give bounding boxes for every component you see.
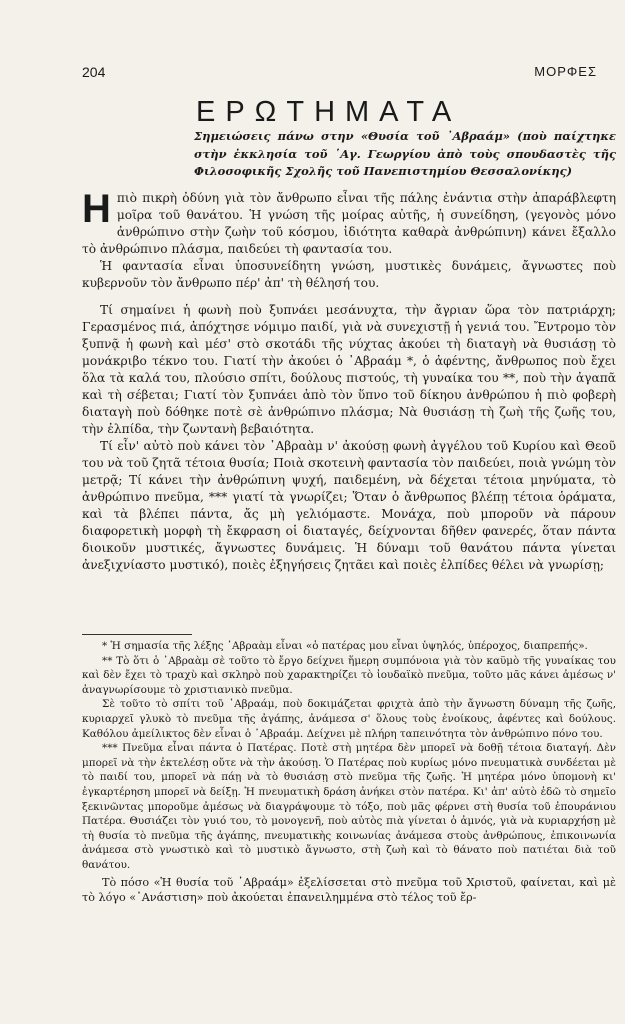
running-head: ΜΟΡΦΕΣ [534,64,597,79]
footnote: Σὲ τοῦτο τὸ σπίτι τοῦ ᾿Αβραάμ, ποὺ δοκιμάζεται φριχτὰ ἀπὸ τὴν ἄγνωστη δύναμη τῆς ζωῆς, κυριαρχεῖ γλυκὸ τὸ πνεῦμα τῆς ἀγάπης, ἀνάμεσα σ' ὅλους τοὺς ἐνοίκους, ἀφέντες καὶ δούλους. Καθόλου ἀμείλικτος δὲν εἶναι ὁ ᾿Αβραάμ. Δείχνει μὲ πλήρη ταπεινότητα τὸν ἀνθρώπινο πόνο του. [82,698,616,740]
page-header [82,64,597,84]
article-paragraph [82,187,616,258]
footnote: ** Τὸ ὅτι ὁ ᾿Αβραὰμ σὲ τοῦτο τὸ ἔργο δείχνει ἥμερη συμπόνοια γιὰ τὸν καϋμὸ τῆς γυναίκας του καὶ δὲν ἔχει τὸ τραχὺ καὶ σκληρὸ ποὺ χαρακτηρίζει τὸ ἰουδαϊκὸ πνεῦμα, τοῦτο μᾶς κάνει ἀμέσως ν' ἀναγνωρίσουμε τὸ χριστιανικὸ πνεῦμα. [82,654,616,696]
footnote-divider [82,634,192,635]
article-body [82,187,616,574]
footnotes [82,639,616,906]
drop-cap: Η [82,187,111,231]
closing-paragraph: Τὸ πόσο «Ἡ θυσία τοῦ ᾿Αβραάμ» ἐξελίσσεται στὸ πνεῦμα τοῦ Χριστοῦ, φαίνεται, καὶ μὲ τὸ λόγο «᾿Ανάστιση» ποὺ ἀκούεται ἐπανειλημμένα στὸ τέλος τοῦ ἔρ- [82,875,616,904]
article-title: ΕΡΩΤΗΜΑΤΑ [196,96,462,128]
article-subtitle: Σημειώσεις πάνω στην «Θυσία τοῦ ᾿Αβραάμ» (ποὺ παίχτηκε στὴν ἐκκλησία τοῦ ῾Αγ. Γεωργίου ἀπὸ τοὺς σπουδαστὲς τῆς Φιλοσοφικῆς Σχολῆς τοῦ Πανεπιστημίου Θεσσαλονίκης) [194,129,616,178]
article-paragraph: Τί σημαίνει ἡ φωνὴ ποὺ ξυπνάει μεσάνυχτα, τὴν ἄγριαν ὥρα τὸν πατριάρχη; Γερασμένος πιά, ἀπόχτησε νόμιμο παιδί, γιὰ νὰ συνεχιστῇ ἡ γενιά του. Ἔντρομο τὸν ξυπνᾷ ἡ φωνὴ καὶ μέσ' στὸ σκοτάδι τῆς νύχτας ἀκούει τὴ διαταγὴ νὰ θυσιάσῃ τὸ μονάκριβο τέκνο του. Γιατί τὴν ἀκούει ὁ ᾿Αβραάμ *, ὁ ἀφέντης, ἄνθρωπος ποὺ ἔχει ὅλα τὰ καλά του, πλούσιο σπίτι, δούλους πιστούς, τὴ γυναίκα του **, ποὺ τὴν ἀγαπᾶ καὶ τὴ σέβεται; Γιατί τὸν ξυπνάει ἀπὸ τὸν ὕπνο τοῦ δίκηου ἀνθρώπου ἡ πιὸ φοβερὴ διαταγὴ ποὺ δόθηκε ποτὲ σὲ ἀνθρώπινο πλάσμα; Νὰ θυσιάσῃ τὴ ζωὴ τῆς ζωῆς του, τὴν ἐλπίδα, τὴν ζωντανὴ βεβαιότητα. [82,303,616,436]
footnote: * Ἡ σημασία τῆς λέξης ᾿Αβραὰμ εἶναι «ὁ πατέρας μου εἶναι ὑψηλός, ὑπέροχος, διαπρεπής». [102,640,588,652]
page-number: 204 [82,64,106,80]
article-paragraph: Τί εἶν' αὐτὸ ποὺ κάνει τὸν ᾿Αβραὰμ ν' ἀκούσῃ φωνὴ ἀγγέλου τοῦ Κυρίου καὶ Θεοῦ του νὰ τοῦ ζητᾶ τέτοια θυσία; Ποιὰ σκοτεινὴ φαντασία τὸν παιδεύει, ποιὰ γνώμη τὸν μετρᾷ; Τί κάνει τὴν ἀνθρώπινη ψυχή, παιδεμένη, νὰ δέχεται τέτοια μηνύματα, τὸ ἀνθρώπινο πνεῦμα, *** γιατί τὰ γνωρίζει; Ὅταν ὁ ἄνθρωπος βλέπῃ τέτοια ὁράματα, καὶ τὰ βλέπει πάντα, ἄς μὴ γελιόμαστε. Μονάχα, ποὺ μποροῦν νὰ πάρουν διαφορετικὴ μορφὴ τὴ ἔκφραση οἱ διαταγές, δείχνονται δῆθεν φανερές, ὅταν πάντα διοικοῦν μυστικές, ἄγνωστες δυνάμεις. Ἡ δύναμι τοῦ θανάτου πάντα γίνεται ἀνεξιχνίαστο μυστικό), ποιὲς ἐξηγήσεις ζητᾶει καὶ ποιὲς ἐλπίδες θέλει νὰ γνωρίσῃ; [82,439,616,572]
paragraph-text: πιὸ πικρὴ ὀδύνη γιὰ τὸν ἄνθρωπο εἶναι τῆς πάλης ἐνάντια στὴν ἀπαράβλεφτη μοῖρα τοῦ θανάτου. Ἡ γνώση τῆς μοίρας αὐτῆς, ἡ συνείδηση, (γεγονὸς μόνο ἀνθρώπινο στὴν ζωὴν τοῦ κόσμου, ἰδιότητα καθαρὰ ἀνθρώπινη) κάνει ἔξαλλο τὸ ἀνθρώπινο πλάσμα, παιδεύει τὴ φαντασία του. [82,191,616,256]
article-paragraph: Ἡ φαντασία εἶναι ὑποσυνείδητη γνώση, μυστικὲς δυνάμεις, ἄγνωστες ποὺ κυβερνοῦν τὸν ἄνθρωπο πέρ' ἀπ' τὴ θέλησή του. [82,259,616,290]
footnote: *** Πνεῦμα εἶναι πάντα ὁ Πατέρας. Ποτὲ στὴ μητέρα δὲν μπορεῖ νὰ δοθῇ τέτοια διαταγή. Δὲν μπορεῖ νὰ τὴν ἐκτελέσῃ οὔτε νὰ τὴν ἀκούσῃ. Ὁ Πατέρας ποὺ κυρίως μόνο πνευματικὰ συνδέεται μὲ τὸ παιδί του, μπορεῖ νὰ πάῃ νὰ τὸ θυσιάσῃ στὸ πνεῦμα τῆς ζωῆς. Ἡ μητέρα μόνο ὑπομονὴ κι' ἐγκαρτέρηση μπορεῖ νὰ δείξῃ. Ἡ πνευματικὴ δράση ἀνήκει στὸν πατέρα. Κι' ἀπ' αὐτὸ ἐδῶ τὸ σημεῖο ξεκινῶντας μποροῦμε ἀμέσως νὰ διαγράψουμε τὸ τόξο, ποὺ μᾶς φέρνει στὴ θυσία τοῦ ἐπουράνιου Πατέρα. Θυσιάζει τὸν γυιό του, τὸ μονογενῆ, ποὺ αὐτὸς πιὰ γίνεται ὁ ἀμνός, γιὰ νὰ κυριαρχήσῃ μὲ τὴ θυσία τὸ πνεῦμα τῆς ἀγάπης, πνευματικὴς κοινωνίας ἀνάμεσα στοὺς ἀνθρώπους, ἐπικοινωνία ἀνάμεσα στὸ γνωστικὸ καὶ τὸ μυστικὸ ἄγνωστο, στὴ ζωὴ καὶ τὸ θάνατο ποὺ πατιέται διὰ τοῦ θανάτου. [82,742,616,871]
